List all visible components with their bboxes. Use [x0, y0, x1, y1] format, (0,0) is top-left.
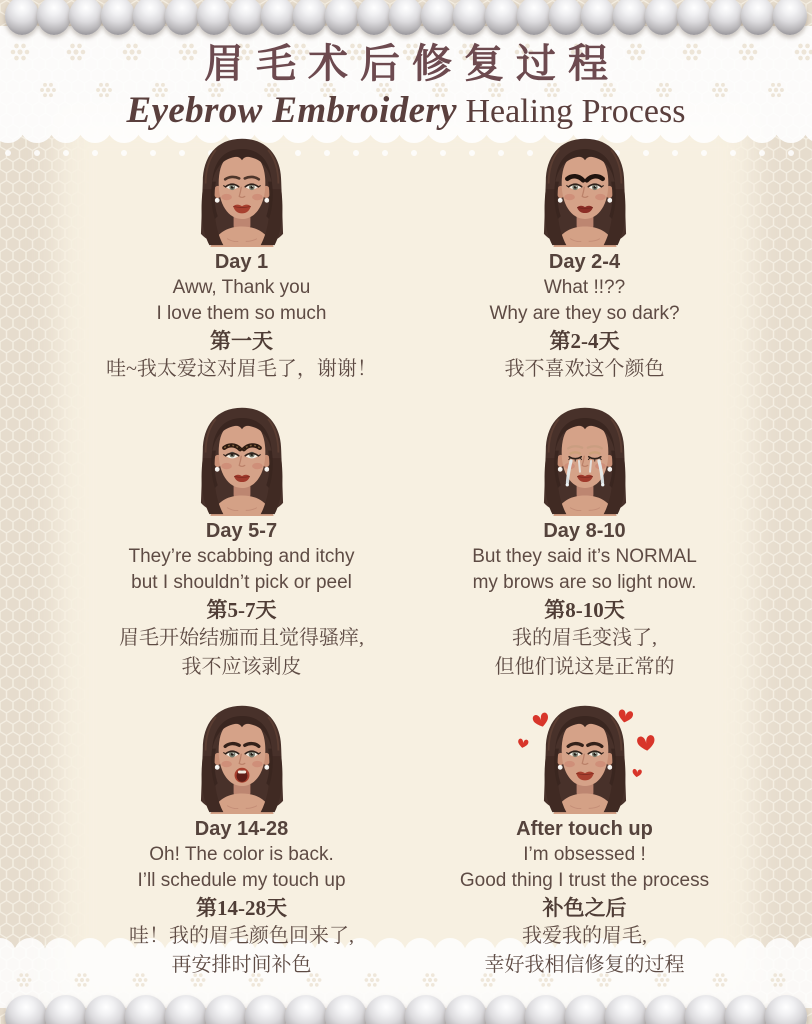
stage-title-zh: 第14-28天: [196, 896, 287, 920]
caption-line-zh: 但他们说这是正常的: [494, 656, 675, 678]
pearl: [677, 0, 711, 35]
avatar-in-love-hearts: [413, 702, 756, 816]
caption-line-zh: 哇！我的眉毛颜色回来了,: [129, 925, 354, 947]
pearl: [365, 995, 407, 1024]
title-english: [0, 88, 812, 135]
pearl: [517, 0, 551, 35]
stage-title-en: Day 5-7: [205, 520, 278, 542]
pearl: [37, 0, 71, 35]
stage-title-zh: 第5-7天: [206, 598, 277, 622]
title-serif-part: Healing Process: [465, 93, 686, 130]
pearl: [165, 995, 207, 1024]
heart-icon: [617, 709, 634, 724]
pearl: [685, 995, 727, 1024]
stage-title-en: Day 1: [214, 251, 269, 273]
pearl: [613, 0, 647, 35]
pearl: [245, 995, 287, 1024]
caption-line-zh: 哇~我太爱这对眉毛了，谢谢！: [106, 358, 377, 380]
pearl-border-top: [0, 0, 812, 35]
pearl: [485, 0, 519, 35]
woman-face-illustration: [508, 404, 662, 516]
pearl: [645, 995, 687, 1024]
pearl-earring: [557, 765, 562, 770]
pearl: [101, 0, 135, 35]
healing-stage-panel-day-2-4: [413, 135, 756, 384]
pearl: [581, 0, 615, 35]
caption-line-zh: 再安排时间补色: [171, 954, 312, 976]
pearl: [285, 995, 327, 1024]
caption-line-zh: 我不喜欢这个颜色: [504, 358, 665, 380]
pearl: [229, 0, 263, 35]
woman-face-illustration: [165, 404, 319, 516]
pearl: [525, 995, 567, 1024]
pearl-earring: [607, 467, 612, 472]
stage-title-zh: 第2-4天: [549, 329, 620, 353]
pearl: [165, 0, 199, 35]
stage-title-en: Day 8-10: [543, 520, 626, 542]
pearl: [605, 995, 647, 1024]
caption-line-en: What !!??: [543, 277, 626, 298]
pearl: [725, 995, 767, 1024]
caption-line-zh: 我不应该剥皮: [181, 656, 302, 678]
stage-title-en: Day 14-28: [194, 818, 289, 840]
mouth: [234, 768, 249, 783]
pearl: [389, 0, 423, 35]
avatar-happy-new-brows: [70, 135, 413, 249]
woman-face-illustration: [165, 135, 319, 247]
healing-stage-panel-day-5-7: [70, 404, 413, 682]
pearl: [773, 0, 807, 35]
woman-face-illustration: [508, 702, 662, 814]
pearl: [125, 995, 167, 1024]
heart-icon: [531, 712, 549, 729]
pearl: [325, 995, 367, 1024]
pearl: [405, 995, 447, 1024]
stage-title-en: Day 2-4: [548, 251, 621, 273]
caption-line-en: I’ll schedule my touch up: [137, 870, 346, 891]
pearl: [293, 0, 327, 35]
caption-line-en: But they said it’s NORMAL: [472, 546, 697, 567]
healing-stage-panel-day-1: [70, 135, 413, 384]
caption-line-en: I’m obsessed !: [523, 844, 646, 865]
caption-line-zh: 幸好我相信修复的过程: [484, 954, 685, 976]
pearl: [85, 995, 127, 1024]
pearl: [485, 995, 527, 1024]
pearl-earring: [557, 467, 562, 472]
stage-title-en: After touch up: [516, 818, 653, 840]
stage-title-zh: 补色之后: [542, 896, 627, 920]
pearl-earring: [264, 467, 269, 472]
pearl: [205, 995, 247, 1024]
stage-title-zh: 第一天: [210, 329, 273, 353]
avatar-crying-faded-brows: [413, 404, 756, 518]
caption-line-zh: 我爱我的眉毛,: [522, 925, 647, 947]
pearl: [5, 995, 47, 1024]
pearl-earring: [214, 765, 219, 770]
pearl-earring: [607, 198, 612, 203]
pearl: [133, 0, 167, 35]
pearl: [453, 0, 487, 35]
heart-icon: [632, 769, 642, 778]
woman-face-illustration: [508, 135, 662, 247]
healing-stages-grid: [70, 135, 756, 980]
pearl: [709, 0, 743, 35]
caption-line-en: but I shouldn’t pick or peel: [131, 572, 352, 593]
heart-icon: [636, 735, 655, 752]
pearl: [421, 0, 455, 35]
title-script-part: Eyebrow Embroidery: [126, 90, 457, 131]
caption-line-en: Good thing I trust the process: [459, 870, 710, 891]
pearl-border-bottom: [0, 995, 812, 1024]
caption-line-en: I love them so much: [156, 303, 327, 324]
caption-line-zh: 我的眉毛变浅了,: [512, 627, 657, 649]
pearl-earring: [214, 198, 219, 203]
avatar-scabbing-eyeroll: [70, 404, 413, 518]
healing-stage-panel-day-14-28: [70, 702, 413, 980]
caption-line-zh: 眉毛开始结痂而且觉得骚痒,: [119, 627, 364, 649]
woman-face-illustration: [165, 702, 319, 814]
pearl: [765, 995, 807, 1024]
pearl: [445, 995, 487, 1024]
caption-line-en: Why are they so dark?: [489, 303, 680, 324]
heart-icon: [517, 738, 529, 748]
caption-line-en: Aww, Thank you: [172, 277, 311, 298]
healing-stage-panel-after-touch-up: [413, 702, 756, 980]
caption-line-en: my brows are so light now.: [472, 572, 697, 593]
pearl-earring: [264, 198, 269, 203]
pearl: [5, 0, 39, 35]
avatar-dark-brows-frown: [413, 135, 756, 249]
pearl: [197, 0, 231, 35]
avatar-surprised-color-back: [70, 702, 413, 816]
pearl: [69, 0, 103, 35]
pearl-earring: [607, 765, 612, 770]
pearl: [565, 995, 607, 1024]
caption-line-en: Oh! The color is back.: [149, 844, 334, 865]
pearl-earring: [214, 467, 219, 472]
pearl: [325, 0, 359, 35]
pearl-earring: [264, 765, 269, 770]
title-chinese: 眉毛术后修复过程: [204, 41, 620, 86]
healing-stage-panel-day-8-10: [413, 404, 756, 682]
stage-title-zh: 第8-10天: [544, 598, 625, 622]
pearl: [549, 0, 583, 35]
pearl: [261, 0, 295, 35]
pearl-earring: [557, 198, 562, 203]
pearl: [45, 995, 87, 1024]
caption-line-en: They’re scabbing and itchy: [128, 546, 355, 567]
pearl: [741, 0, 775, 35]
pearl: [357, 0, 391, 35]
pearl: [645, 0, 679, 35]
